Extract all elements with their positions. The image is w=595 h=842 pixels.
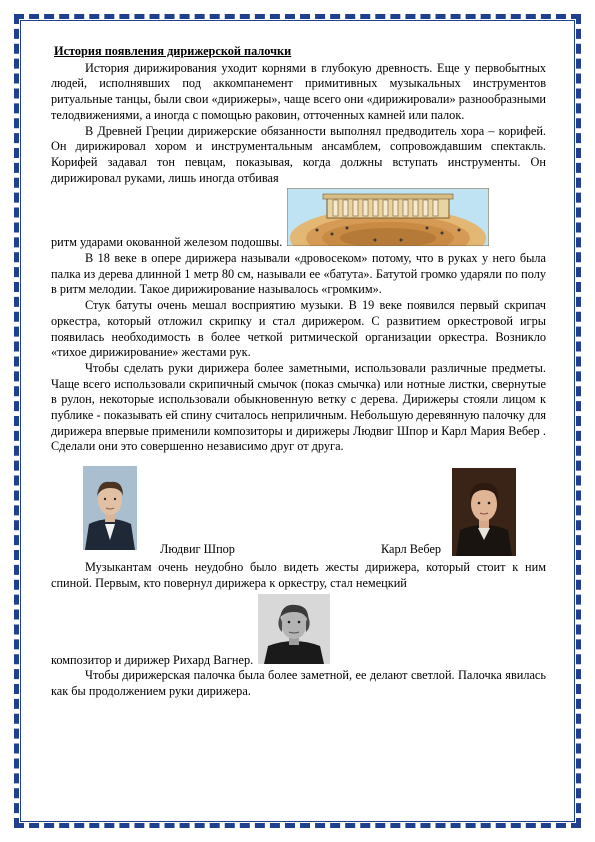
document-content xyxy=(51,44,546,700)
paragraph-1: История дирижирования уходит корнями в глубокую древность. Еще у первобытных людей, исполнявших под аккомпанемент примитивных музыкальных инструментов ритуальные танцы, были свои «дирижеры», чаще всего они «дирижировали» разнообразными телодвижениями, а иногда с помощью раковин, отточенных камней или палок. xyxy=(51,60,546,122)
paragraph-6-end: композитор и дирижер Рихард Вагнер. xyxy=(51,652,254,667)
wagner-line xyxy=(51,594,546,669)
wagner-portrait xyxy=(258,594,330,669)
paragraph-5: Чтобы сделать руки дирижера более заметными, использовали различные предметы. Чаще всего использовали скрипичный смычок (показ смычка) или нотные листки, свернутые в рулон, некоторые использовали обыкновенную ветку с дерева. Дирижеры стояли лицом к публике - показывать ей спину считалось неприличным. Небольшую деревянную палочку для дирижера впервые применили композиторы и дирижеры Людвиг Шпор и Карл Мария Вебер . Сделали они это совершенно независимо друг от друга. xyxy=(51,360,546,454)
paragraph-4: Стук батуты очень мешал восприятию музыки. В 19 веке появился первый скрипач оркестра, который отложил скрипку и стал дирижером. С развитием оркестровой игры появилась необходимость в более четкой ритмической организации оркестра. Возникло «тихое дирижирование» жестами рук. xyxy=(51,298,546,360)
portraits-row xyxy=(51,466,546,558)
weber-caption: Карл Вебер xyxy=(381,542,442,557)
paragraph-7: Чтобы дирижерская палочка была более заметной, ее делают светлой. Палочка явилась как бы продолжением руки дирижера. xyxy=(51,668,546,698)
paragraph-3: В 18 веке в опере дирижера называли «дровосеком» потому, что в руках у него была палка из дерева длинной 1 метр 80 см, называли ее «батута». Батутой громко ударяли по полу в ритм мелодии. Такое дирижирование называлось «громким». xyxy=(51,251,546,297)
weber-portrait xyxy=(452,468,516,561)
theatre-line xyxy=(51,188,546,251)
paragraph-2-end: ритм ударами окованной железом подошвы. xyxy=(51,235,283,250)
spohr-caption: Людвиг Шпор xyxy=(160,542,235,557)
paragraph-6: Музыкантам очень неудобно было видеть жесты дирижера, который стоит к ним спиной. Первым, кто повернул дирижера к оркестру, стал немецкий xyxy=(51,560,546,590)
document-title: История появления дирижерской палочки xyxy=(54,44,292,58)
spohr-portrait xyxy=(83,466,137,555)
greek-theatre-image xyxy=(287,188,489,251)
paragraph-2: В Древней Греции дирижерские обязанности выполнял предводитель хора – корифей. Он дирижировал хором и инструментальным ансамблем, сопровождавшим спектакль. Корифей задавал тон певцам, показывая, когда должны вступать инструменты. Он дирижировал руками, лишь иногда отбивая xyxy=(51,123,546,185)
